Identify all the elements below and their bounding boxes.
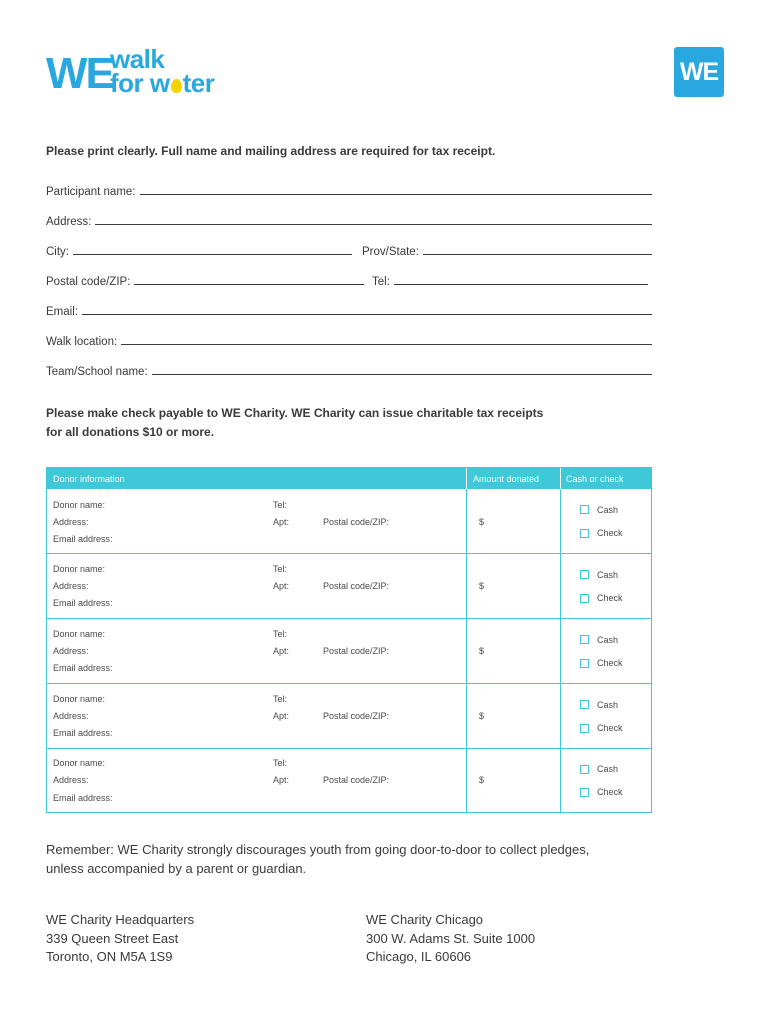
- donor-email-label: Email address:: [53, 534, 113, 544]
- address-field[interactable]: [46, 212, 652, 228]
- check-checkbox[interactable]: [580, 594, 589, 603]
- postal-code-field[interactable]: [46, 272, 364, 288]
- check-payable-note: [46, 404, 543, 442]
- check-checkbox[interactable]: [580, 788, 589, 797]
- postal-code-line[interactable]: [134, 284, 364, 285]
- donor-name-label: Donor name:: [53, 564, 106, 574]
- cash-label: Cash: [597, 505, 619, 515]
- donor-tel-label: Tel:: [273, 629, 288, 639]
- amount-currency-label: $: [479, 711, 485, 721]
- logo-for-water-text: [110, 70, 214, 96]
- check-checkbox[interactable]: [580, 659, 589, 668]
- team-school-field[interactable]: [46, 362, 652, 378]
- donor-address-label: Address:: [53, 711, 89, 721]
- prov-state-line[interactable]: [423, 254, 652, 255]
- donor-table: [46, 467, 652, 813]
- chicago-name: WE Charity Chicago: [366, 912, 484, 927]
- check-label: Check: [597, 593, 623, 603]
- city-line[interactable]: [73, 254, 352, 255]
- logo-for-w-text: for w: [110, 68, 170, 98]
- donor-tel-label: Tel:: [273, 564, 288, 574]
- table-row: [47, 553, 651, 617]
- cash-checkbox[interactable]: [580, 765, 589, 774]
- hq-address: [46, 911, 194, 967]
- walk-location-label: Walk location:: [46, 336, 118, 348]
- donor-postal-label: Postal code/ZIP:: [323, 581, 390, 591]
- we-badge-logo: WE: [674, 47, 724, 97]
- cash-label: Cash: [597, 570, 619, 580]
- logo-we-text: WE: [46, 49, 113, 98]
- donor-name-label: Donor name:: [53, 758, 106, 768]
- participant-name-line[interactable]: [140, 194, 653, 195]
- table-row: [47, 618, 651, 682]
- tel-label: Tel:: [372, 276, 390, 288]
- cash-label: Cash: [597, 764, 619, 774]
- amount-currency-label: $: [479, 775, 485, 785]
- table-row: [47, 489, 651, 553]
- donor-email-label: Email address:: [53, 663, 113, 673]
- walk-location-line[interactable]: [121, 344, 652, 345]
- donor-postal-label: Postal code/ZIP:: [323, 775, 390, 785]
- donor-postal-label: Postal code/ZIP:: [323, 517, 390, 527]
- table-row: [47, 748, 651, 813]
- team-school-label: Team/School name:: [46, 366, 148, 378]
- tel-field[interactable]: [372, 272, 648, 288]
- prov-state-label: Prov/State:: [362, 246, 419, 258]
- check-checkbox[interactable]: [580, 529, 589, 538]
- participant-name-label: Participant name:: [46, 186, 136, 198]
- cash-label: Cash: [597, 700, 619, 710]
- email-label: Email:: [46, 306, 78, 318]
- donor-name-label: Donor name:: [53, 629, 106, 639]
- hq-city: Toronto, ON M5A 1S9: [46, 949, 173, 964]
- address-label: Address:: [46, 216, 92, 228]
- donor-address-label: Address:: [53, 646, 89, 656]
- team-school-line[interactable]: [152, 374, 652, 375]
- postal-code-label: Postal code/ZIP:: [46, 276, 131, 288]
- header-amount-donated: Amount donated: [466, 468, 560, 489]
- logo-walk-text: walk: [110, 44, 165, 74]
- donor-email-label: Email address:: [53, 598, 113, 608]
- we-walk-for-water-logo: [46, 46, 246, 102]
- donor-apt-label: Apt:: [273, 517, 290, 527]
- chicago-city: Chicago, IL 60606: [366, 949, 472, 964]
- amount-currency-label: $: [479, 646, 485, 656]
- participant-name-field[interactable]: [46, 182, 652, 198]
- cash-checkbox[interactable]: [580, 700, 589, 709]
- city-label: City:: [46, 246, 69, 258]
- tel-line[interactable]: [394, 284, 648, 285]
- check-label: Check: [597, 528, 623, 538]
- donor-tel-label: Tel:: [273, 500, 288, 510]
- water-drop-icon: [171, 79, 182, 93]
- amount-currency-label: $: [479, 581, 485, 591]
- email-line[interactable]: [82, 314, 652, 315]
- donor-email-label: Email address:: [53, 793, 113, 803]
- donor-apt-label: Apt:: [273, 775, 290, 785]
- check-checkbox[interactable]: [580, 724, 589, 733]
- cash-label: Cash: [597, 635, 619, 645]
- email-field[interactable]: [46, 302, 652, 318]
- check-label: Check: [597, 723, 623, 733]
- donor-apt-label: Apt:: [273, 646, 290, 656]
- chicago-address: [366, 911, 535, 967]
- check-note-line-2: for all donations $10 or more.: [46, 425, 215, 439]
- check-label: Check: [597, 787, 623, 797]
- hq-street: 339 Queen Street East: [46, 930, 179, 946]
- donor-tel-label: Tel:: [273, 758, 288, 768]
- cash-checkbox[interactable]: [580, 570, 589, 579]
- donor-address-label: Address:: [53, 775, 89, 785]
- cash-checkbox[interactable]: [580, 635, 589, 644]
- donor-postal-label: Postal code/ZIP:: [323, 711, 390, 721]
- form-instructions: Please print clearly. Full name and mailing address are required for tax receipt.: [46, 144, 496, 158]
- check-label: Check: [597, 658, 623, 668]
- chicago-street: 300 W. Adams St. Suite 1000: [366, 930, 536, 946]
- donor-apt-label: Apt:: [273, 581, 290, 591]
- hq-name: WE Charity Headquarters: [46, 912, 195, 927]
- header-donor-information: Donor information: [47, 468, 466, 489]
- walk-location-field[interactable]: [46, 332, 652, 348]
- reminder-line-1: Remember: WE Charity strongly discourages youth from going door-to-door to collect pledges,: [46, 842, 590, 857]
- reminder-line-2: unless accompanied by a parent or guardian.: [46, 861, 307, 876]
- amount-currency-label: $: [479, 517, 485, 527]
- prov-state-field[interactable]: [362, 242, 652, 258]
- address-line[interactable]: [95, 224, 652, 225]
- door-to-door-reminder: [46, 840, 686, 878]
- donor-email-label: Email address:: [53, 728, 113, 738]
- cash-checkbox[interactable]: [580, 505, 589, 514]
- logo-ter-text: ter: [182, 68, 215, 98]
- donor-apt-label: Apt:: [273, 711, 290, 721]
- donor-name-label: Donor name:: [53, 694, 106, 704]
- donor-address-label: Address:: [53, 517, 89, 527]
- table-row: [47, 683, 651, 747]
- header-cash-or-check: Cash or check: [560, 468, 651, 489]
- donor-postal-label: Postal code/ZIP:: [323, 646, 390, 656]
- donor-address-label: Address:: [53, 581, 89, 591]
- city-field[interactable]: [46, 242, 352, 258]
- check-note-line-1: Please make check payable to WE Charity. WE Charity can issue charitable tax receipts: [46, 406, 544, 420]
- donor-name-label: Donor name:: [53, 500, 106, 510]
- donor-table-header: [47, 468, 651, 489]
- donor-tel-label: Tel:: [273, 694, 288, 704]
